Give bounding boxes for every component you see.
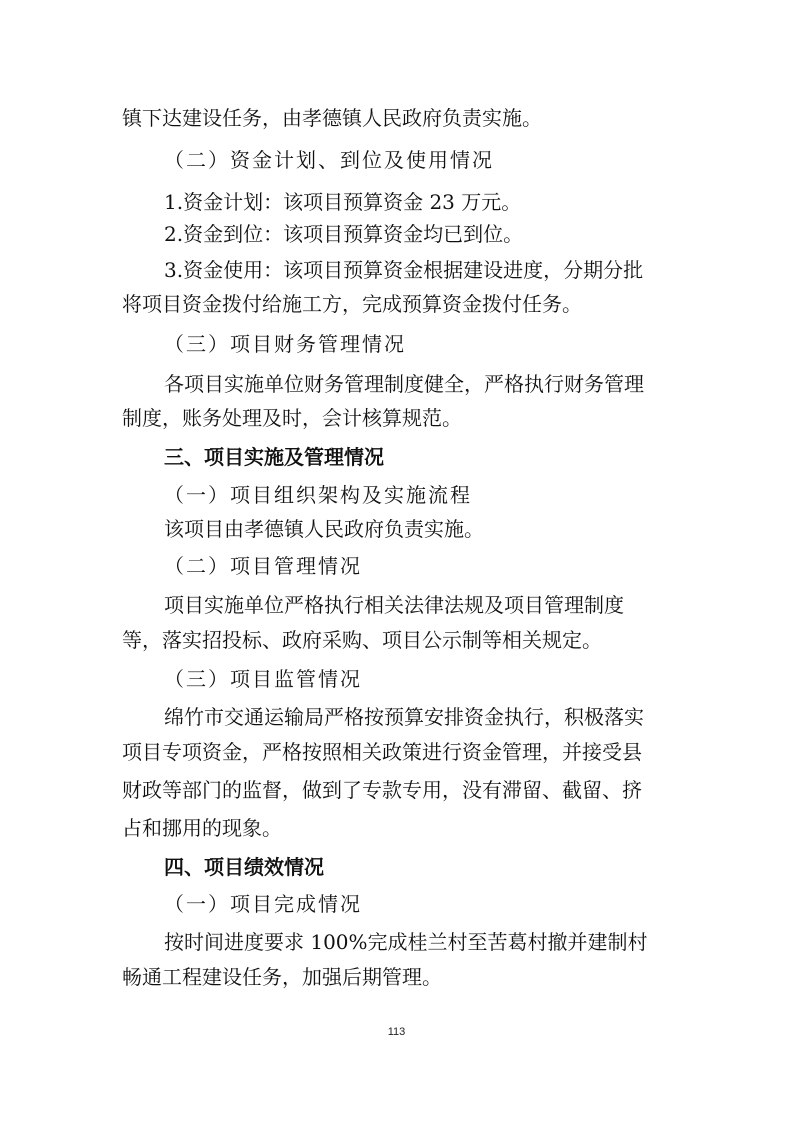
- body-line: 财政等部门的监督，做到了专款专用，没有滞留、截留、挤: [122, 778, 642, 802]
- body-line: 3.资金使用：该项目预算资金根据建设进度，分期分批: [164, 258, 644, 282]
- body-line: 各项目实施单位财务管理制度健全，严格执行财务管理: [164, 372, 644, 396]
- body-line: 绵竹市交通运输局严格按预算安排资金执行，积极落实: [164, 705, 644, 729]
- body-line: 1.资金计划：该项目预算资金 23 万元。: [164, 190, 522, 214]
- body-line: 项目专项资金，严格按照相关政策进行资金管理，并接受县: [122, 740, 642, 764]
- body-line: 按时间进度要求 100%完成桂兰村至苦葛村撤并建制村: [164, 930, 648, 954]
- section-heading: 三、项目实施及管理情况: [164, 445, 384, 469]
- body-line: 2.资金到位：该项目预算资金均已到位。: [164, 222, 524, 246]
- body-line: 该项目由孝德镇人民政府负责实施。: [164, 517, 484, 541]
- subsection-heading: （一）项目组织架构及实施流程: [164, 483, 472, 507]
- subsection-heading: （二）资金计划、到位及使用情况: [164, 148, 494, 172]
- body-line: 镇下达建设任务，由孝德镇人民政府负责实施。: [122, 106, 542, 130]
- body-line: 制度，账务处理及时，会计核算规范。: [122, 406, 462, 430]
- page-number: 113: [387, 1026, 406, 1038]
- subsection-heading: （一）项目完成情况: [164, 892, 362, 916]
- subsection-heading: （二）项目管理情况: [164, 554, 362, 578]
- body-line: 将项目资金拨付给施工方，完成预算资金拨付任务。: [122, 292, 582, 316]
- body-line: 畅通工程建设任务，加强后期管理。: [122, 965, 442, 989]
- body-line: 等，落实招投标、政府采购、项目公示制等相关规定。: [122, 628, 602, 652]
- body-line: 项目实施单位严格执行相关法律法规及项目管理制度: [164, 593, 624, 617]
- body-line: 占和挪用的现象。: [122, 816, 282, 840]
- section-heading: 四、项目绩效情况: [164, 855, 324, 879]
- subsection-heading: （三）项目监管情况: [164, 667, 362, 691]
- subsection-heading: （三）项目财务管理情况: [164, 332, 406, 356]
